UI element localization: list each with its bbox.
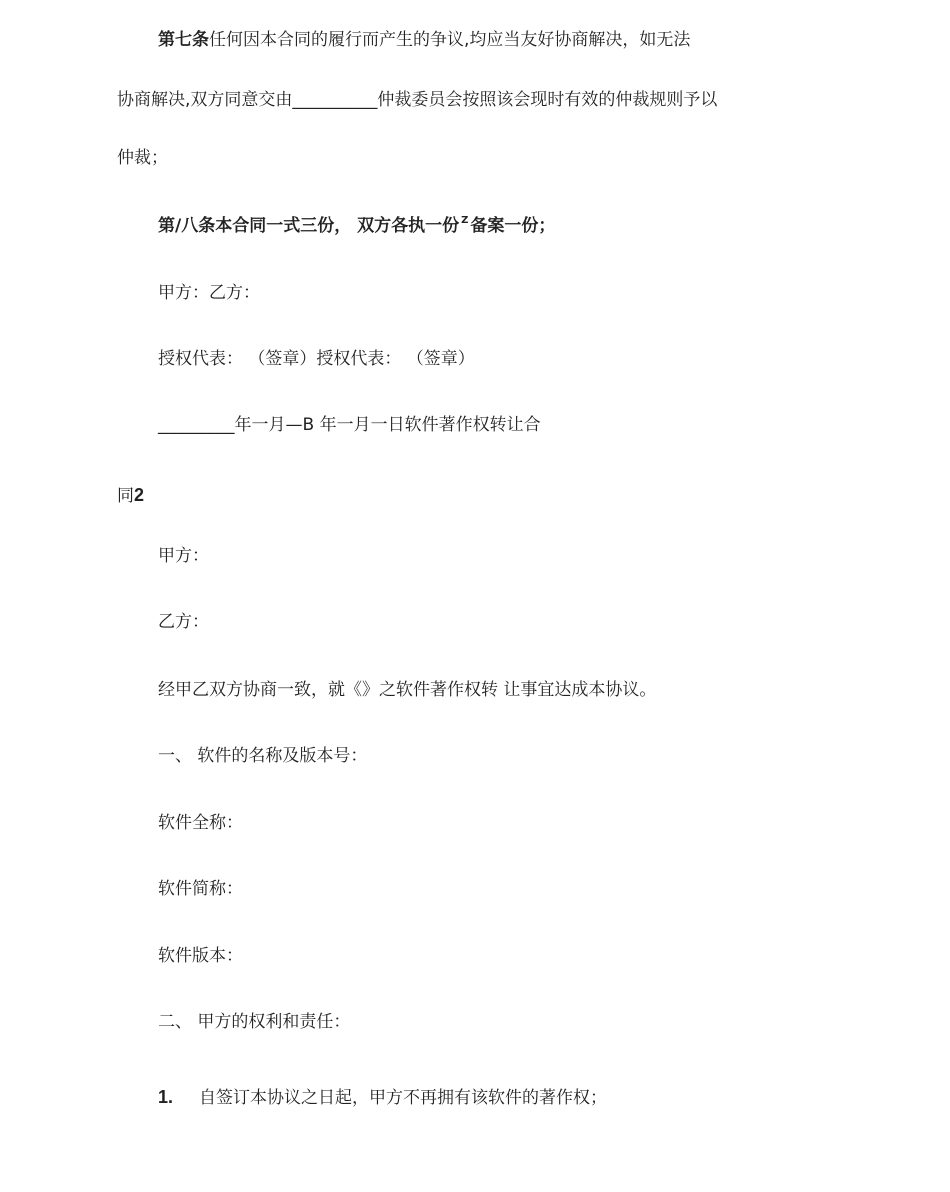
party-a-label: 甲方： (158, 546, 209, 566)
article-8-text-end: 备案一份； (470, 216, 556, 236)
article-8-text: 第/八条本合同一式三份， 双方各执一份 (158, 216, 460, 236)
article-7-line-2: 协商解决,双方同意交由__________仲裁委员会按照该会现时有效的仲裁规则予以 (117, 90, 718, 110)
signature-line: 授权代表： （签章）授权代表： （签章） (158, 349, 475, 369)
article-7-heading: 第七条 (158, 30, 209, 50)
parties-line: 甲方：乙方： (158, 283, 260, 303)
date-title-line: _________年一月—B 年一月一日软件著作权转让合 (158, 415, 541, 435)
title-number: 2 (134, 485, 145, 505)
article-8 (158, 215, 555, 240)
title-continuation (117, 484, 144, 507)
intro-paragraph: 经甲乙双方协商一致，就《》之软件著作权转 让事宜达成本协议。 (158, 680, 657, 700)
article-8-superscript: Z (461, 215, 469, 226)
article-7-line-1 (158, 29, 690, 51)
article-7-line-3: 仲裁； (117, 148, 168, 168)
software-full-name: 软件全称： (158, 813, 243, 833)
item-number: 1. (158, 1087, 174, 1107)
software-version: 软件版本： (158, 946, 243, 966)
section-1-heading: 一、 软件的名称及版本号： (158, 746, 368, 766)
item-text: 自签订本协议之日起，甲方不再拥有该软件的著作权； (199, 1088, 607, 1108)
party-b-label: 乙方： (158, 612, 209, 632)
article-7-text: 任何因本合同的履行而产生的争议,均应当友好协商解决，如无法 (209, 30, 691, 50)
software-short-name: 软件简称： (158, 879, 243, 899)
section-2-heading: 二、 甲方的权利和责任： (158, 1012, 351, 1032)
title-text: 同 (117, 486, 134, 506)
section-2-item-1 (158, 1086, 607, 1109)
